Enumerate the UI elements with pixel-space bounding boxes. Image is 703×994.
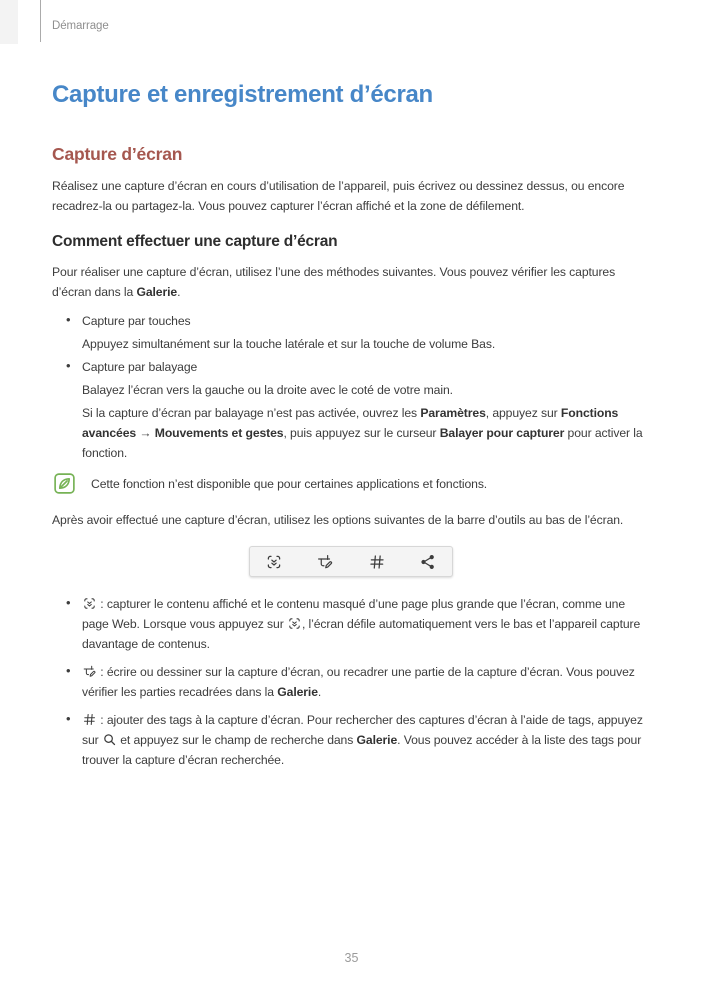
app-name-galerie: Galerie	[356, 733, 398, 747]
toolbar-figure	[52, 546, 650, 577]
chapter-rule	[40, 0, 41, 42]
option-text: et appuyez sur le champ de recherche dans	[116, 733, 357, 747]
share-icon	[419, 553, 437, 571]
screenshot-toolbar	[249, 546, 453, 577]
tag-icon	[368, 553, 386, 571]
method-body: Balayez l’écran vers la gauche ou la droite avec le coté de votre main.	[82, 383, 453, 397]
option-text: : écrire ou dessiner sur la capture d’écran, ou recadrer une partie de la capture d’écran. Vous pouvez vérifier les parties recadrées dans la	[82, 665, 635, 699]
intro-text-end: .	[177, 285, 181, 299]
option-text: : capturer le contenu affiché et le contenu masqué d’une page plus grande que l’écran, comme une page Web. Lorsque vous appuyez sur	[82, 597, 626, 631]
advanced-features-label: Fonctions avancées	[82, 406, 619, 440]
page-number: 35	[344, 951, 359, 965]
list-item-capture-touches	[52, 311, 650, 354]
motions-gestures-label: Mouvements et gestes	[154, 426, 284, 440]
search-icon	[102, 732, 117, 747]
palm-swipe-label: Balayer pour capturer	[439, 426, 565, 440]
hint-text: , appuyez sur	[485, 406, 561, 420]
scroll-capture-icon	[82, 596, 97, 611]
hint-text: pour activer la fonction.	[82, 426, 643, 460]
scroll-capture-icon	[265, 553, 283, 571]
note-icon	[52, 471, 77, 496]
toolbar-options-list	[52, 594, 650, 770]
arrow-separator: →	[136, 426, 155, 440]
capture-methods-list	[52, 311, 650, 463]
settings-label: Paramètres	[420, 406, 486, 420]
option-scroll-capture	[52, 594, 650, 654]
edit-icon	[82, 664, 97, 679]
scroll-capture-icon	[287, 616, 302, 631]
list-item-capture-balayage	[52, 357, 650, 463]
subsection-title: Comment effectuer une capture d’écran	[52, 233, 338, 250]
page-corner-block	[0, 0, 18, 44]
section-title: Capture d’écran	[52, 144, 183, 164]
app-name-galerie: Galerie	[277, 685, 318, 699]
subsection-intro	[52, 262, 650, 302]
method-body: Appuyez simultanément sur la touche latérale et sur la touche de volume Bas.	[82, 337, 496, 351]
tag-icon	[82, 712, 97, 727]
chapter-label: Démarrage	[52, 20, 109, 32]
method-title: • Capture par balayage	[82, 360, 198, 374]
option-text: , l’écran défile automatiquement vers le bas et l’appareil capture davantage de contenus.	[82, 617, 641, 651]
hint-text: , puis appuyez sur le curseur	[283, 426, 440, 440]
toolbar-intro: Après avoir effectué une capture d’écran, utilisez les options suivantes de la barre d’outils au bas de l’écran.	[52, 513, 624, 527]
option-text: : ajouter des tags à la capture d’écran. Pour rechercher des captures d’écran à l’aide de tags, appuyez sur	[82, 713, 643, 747]
option-text: . Vous pouvez accéder à la liste des tags pour trouver la capture d’écran recherchée.	[82, 733, 642, 767]
page-title: Capture et enregistrement d’écran	[52, 81, 433, 108]
option-edit	[52, 662, 650, 702]
option-text: .	[317, 685, 322, 699]
app-name-galerie: Galerie	[136, 285, 178, 299]
method-title: • Capture par touches	[82, 314, 191, 328]
edit-icon	[316, 553, 334, 571]
swipe-hint	[82, 403, 650, 463]
note-text: Cette fonction n’est disponible que pour certaines applications et fonctions.	[91, 476, 488, 491]
note-callout	[52, 471, 650, 496]
section-intro: Réalisez une capture d’écran en cours d’utilisation de l’appareil, puis écrivez ou dessinez dessus, ou encore recadrez-la ou partagez-la. Vous pouvez capturer l’écran affiché et la zone de défilement.	[52, 179, 625, 213]
page-content	[0, 80, 703, 770]
hint-text: Si la capture d’écran par balayage n’est pas activée, ouvrez les	[82, 406, 421, 420]
intro-text: Pour réaliser une capture d’écran, utilisez l’une des méthodes suivantes. Vous pouvez vérifier les captures d’écran dans la	[52, 265, 616, 299]
option-tags	[52, 710, 650, 770]
